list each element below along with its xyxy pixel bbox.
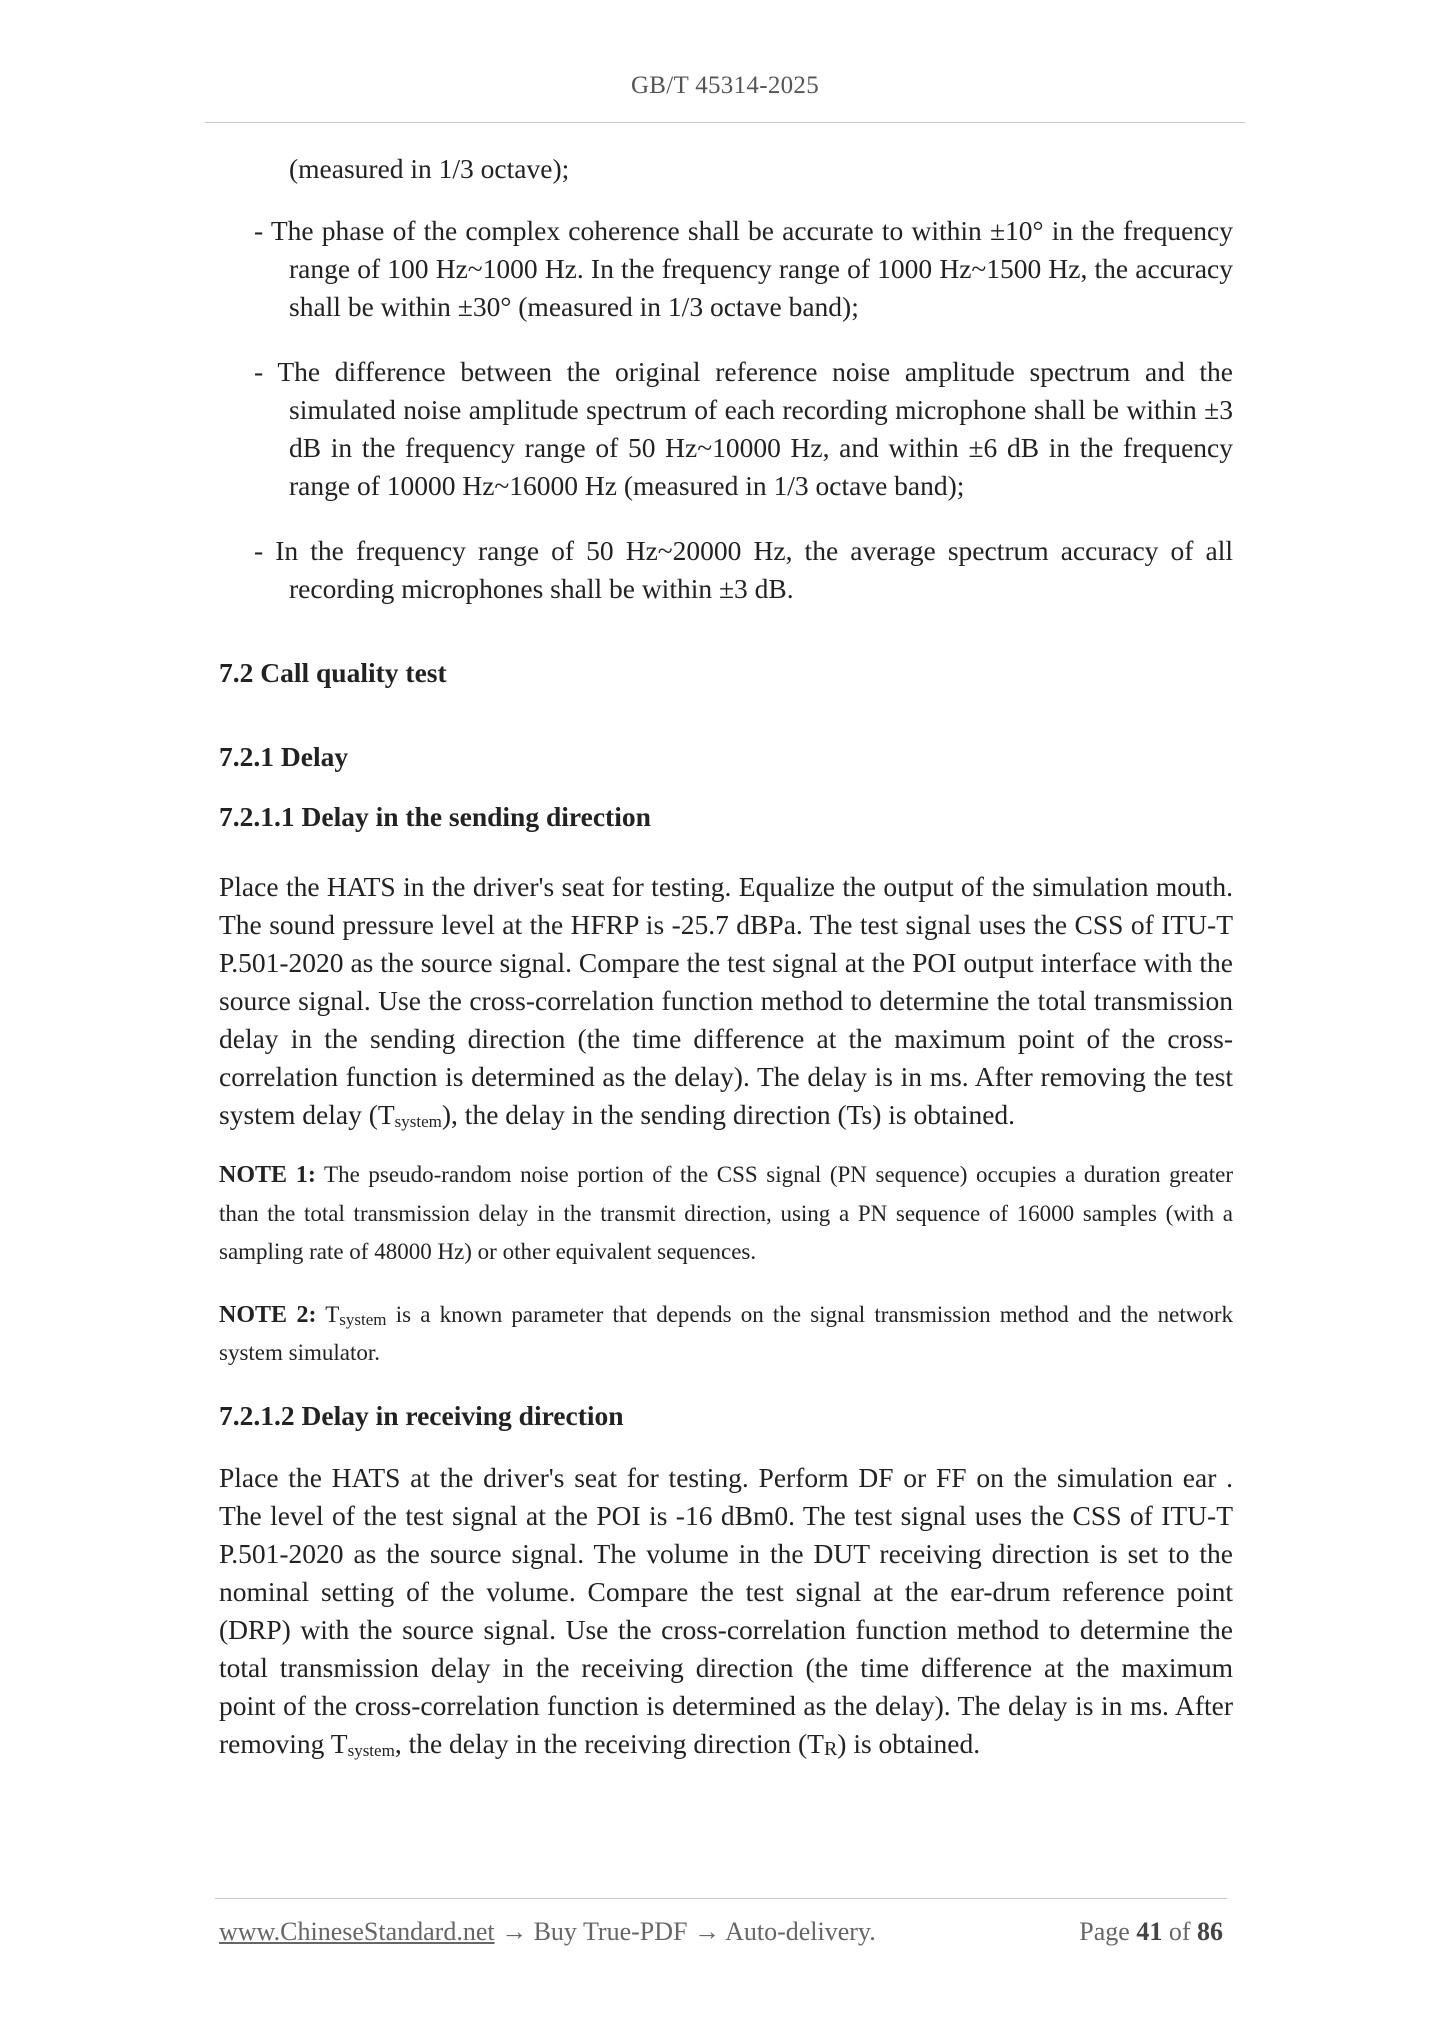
arrow-right-icon: → [694, 1917, 720, 1946]
section-heading-7-2: 7.2 Call quality test [219, 657, 447, 688]
page-header: GB/T 45314-2025 [630, 72, 820, 99]
section-heading-7-2-1: 7.2.1 Delay [219, 741, 349, 772]
page-label: Page [1079, 1917, 1137, 1946]
paragraph-text: ) is obtained. [837, 1727, 981, 1759]
site-link[interactable]: www.ChineseStandard.net [219, 1917, 495, 1946]
note-label: NOTE 2: [219, 1301, 317, 1328]
list-item: - The difference between the original reference noise amplitude spectrum and the simulated noise amplitude spectrum of each recording microphone shall be within ±3 dB in the frequency range of 50 Hz~10000 Hz, and within ±6 dB in the frequency range of 10000 Hz~16000 Hz (measured in 1/3 octave band); [254, 356, 1233, 501]
paragraph-text: Place the HATS in the driver's seat for testing. Equalize the output of the simulation mouth. The sound pressure level at the HFRP is -25.7 dBPa. The test signal uses the CSS of ITU-T P.501-2020 as the source signal. Compare the test signal at the POI output interface with the source signal. Use the cross-correlation function method to determine the total transmission delay in the sending direction (the time difference at the maximum point of the cross-correlation function is determined as the delay). The delay is in ms. After removing the test system delay (T [219, 871, 1233, 1130]
note-1 [219, 1156, 1233, 1272]
subscript-r: R [823, 1737, 838, 1760]
note-text: T [316, 1301, 340, 1327]
section-heading-7-2-1-1: 7.2.1.1 Delay in the sending direction [219, 801, 651, 832]
section-heading-7-2-1-2: 7.2.1.2 Delay in receiving direction [219, 1399, 624, 1431]
paragraph-text: , the delay in the receiving direction (T [394, 1727, 824, 1759]
arrow-right-icon: → [501, 1917, 528, 1946]
buy-text: Buy True-PDF [527, 1917, 694, 1946]
subscript-system: system [339, 1309, 387, 1329]
page-number [1079, 1917, 1223, 1947]
auto-delivery-text: Auto-delivery. [720, 1917, 876, 1946]
footer-divider [215, 1898, 1227, 1899]
paragraph-sending-delay [219, 868, 1233, 1134]
paragraph-receiving-delay [219, 1459, 1233, 1763]
subscript-system: system [394, 1112, 442, 1131]
document-body [219, 150, 1233, 1785]
of-label: of [1162, 1917, 1197, 1946]
header-divider [205, 122, 1245, 123]
current-page: 41 [1136, 1917, 1163, 1946]
paragraph-text: ), the delay in the sending direction (Ts) is obtained. [441, 1099, 1016, 1130]
list-item: - The phase of the complex coherence shall be accurate to within ±10° in the frequency range of 100 Hz~1000 Hz. In the frequency range of 1000 Hz~1500 Hz, the accuracy shall be within ±30° (measured in 1/3 octave band); [254, 215, 1233, 322]
continued-line: (measured in 1/3 octave); [289, 153, 570, 184]
footer-promo [219, 1917, 876, 1947]
paragraph-text: Place the HATS at the driver's seat for testing. Perform DF or FF on the simulation ear . The level of the test signal at the POI is -16 dBm0. The test signal uses the CSS of ITU-T P.501-2020 as the source signal. The volume in the DUT receiving direction is set to the nominal setting of the volume. Compare the test signal at the ear-drum reference point (DRP) with the source signal. Use the cross-correlation function method to determine the total transmission delay in the receiving direction (the time difference at the maximum point of the cross-correlation function is determined as the delay). The delay is in ms. After removing T [219, 1461, 1233, 1759]
list-item: - In the frequency range of 50 Hz~20000 Hz, the average spectrum accuracy of all recording microphones shall be within ±3 dB. [254, 535, 1233, 604]
note-2 [219, 1296, 1233, 1373]
note-text: is a known parameter that depends on the signal transmission method and the network system simulator. [219, 1301, 1234, 1365]
total-pages: 86 [1197, 1917, 1223, 1946]
note-label: NOTE 1: [219, 1162, 316, 1188]
note-text: The pseudo-random noise portion of the CSS signal (PN sequence) occupies a duration greater than the total transmission delay in the transmit direction, using a PN sequence of 16000 samples (with a sampling rate of 48000 Hz) or other equivalent sequences. [219, 1162, 1233, 1264]
subscript-system: system [347, 1740, 395, 1760]
